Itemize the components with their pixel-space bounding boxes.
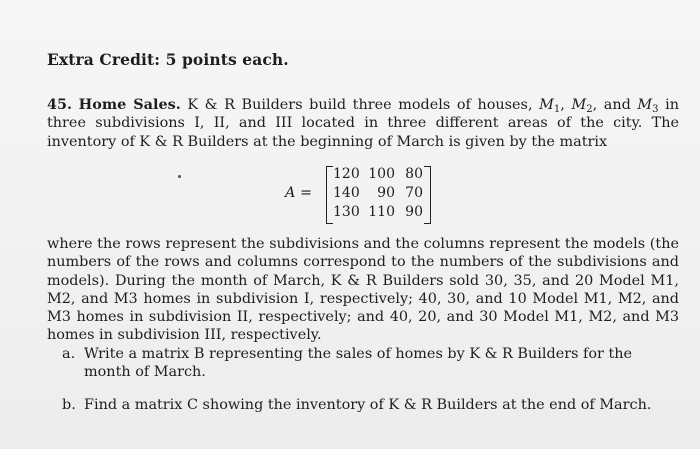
problem-parts xyxy=(62,345,682,428)
part-a xyxy=(62,345,682,382)
matrix-cell: 110 xyxy=(368,204,395,220)
part-b xyxy=(62,396,682,414)
intro-sep-2: , and xyxy=(592,97,638,113)
matrix-row xyxy=(333,203,425,222)
part-letter: a. xyxy=(62,346,76,362)
model-var-1: M xyxy=(539,97,554,113)
matrix-label: A = xyxy=(285,185,313,201)
matrix-cell: 140 xyxy=(333,185,360,201)
part-text: Write a matrix B representing the sales of homes by K & R Builders for the month of March. xyxy=(84,346,633,381)
model-var-3: M xyxy=(637,97,653,113)
matrix-cell: 90 xyxy=(377,185,395,201)
matrix-a xyxy=(333,165,425,222)
matrix-right-bracket xyxy=(424,166,431,224)
matrix-cell: 80 xyxy=(405,166,423,182)
matrix-cell: 90 xyxy=(405,204,423,220)
matrix-cell: 70 xyxy=(405,185,423,201)
model-sub-1: 1 xyxy=(553,104,561,115)
intro-text-1: K & R Builders build three models of houses, xyxy=(180,97,540,113)
intro-sep-1: , xyxy=(560,97,572,113)
problem-body: where the rows represent the subdivisions and the columns represent the models (the numbers of the rows and columns correspond to the numbers of the subdivisions and models). During the month of March, K & R Builders sold 30, 35, and 20 Model M1, M2, and M3 homes in subdivision I, respectively; 40, 30, and 10 Model M1, M2, and M3 homes in subdivision II, respectively; and 40, 20, and 30 Model M1, M2, and M3 homes in subdivision III, respectively. xyxy=(47,236,679,344)
problem-number: 45. xyxy=(47,96,73,113)
part-text: Find a matrix C showing the inventory of K & R Builders at the end of March. xyxy=(84,396,652,413)
matrix-cell: 100 xyxy=(368,166,395,182)
model-sub-3: 3 xyxy=(652,104,659,115)
matrix-row xyxy=(333,184,425,203)
problem-intro xyxy=(47,96,679,151)
matrix-a-display xyxy=(0,164,700,224)
matrix-cell: 120 xyxy=(333,166,360,182)
matrix-row xyxy=(333,165,425,184)
matrix-cell: 130 xyxy=(333,204,360,220)
part-letter: b. xyxy=(62,396,76,413)
model-sub-2: 2 xyxy=(586,104,593,115)
intro-text-2: in three subdivisions I, II, and III located in three different areas of the city. The inventory of K & R Builders at the beginning of March is given by the matrix xyxy=(47,97,680,150)
problem-title: Home Sales. xyxy=(78,96,181,113)
matrix-left-bracket xyxy=(326,166,333,224)
extra-credit-heading: Extra Credit: 5 points each. xyxy=(47,50,289,69)
stray-dot xyxy=(178,175,181,178)
model-var-2: M xyxy=(571,97,587,113)
